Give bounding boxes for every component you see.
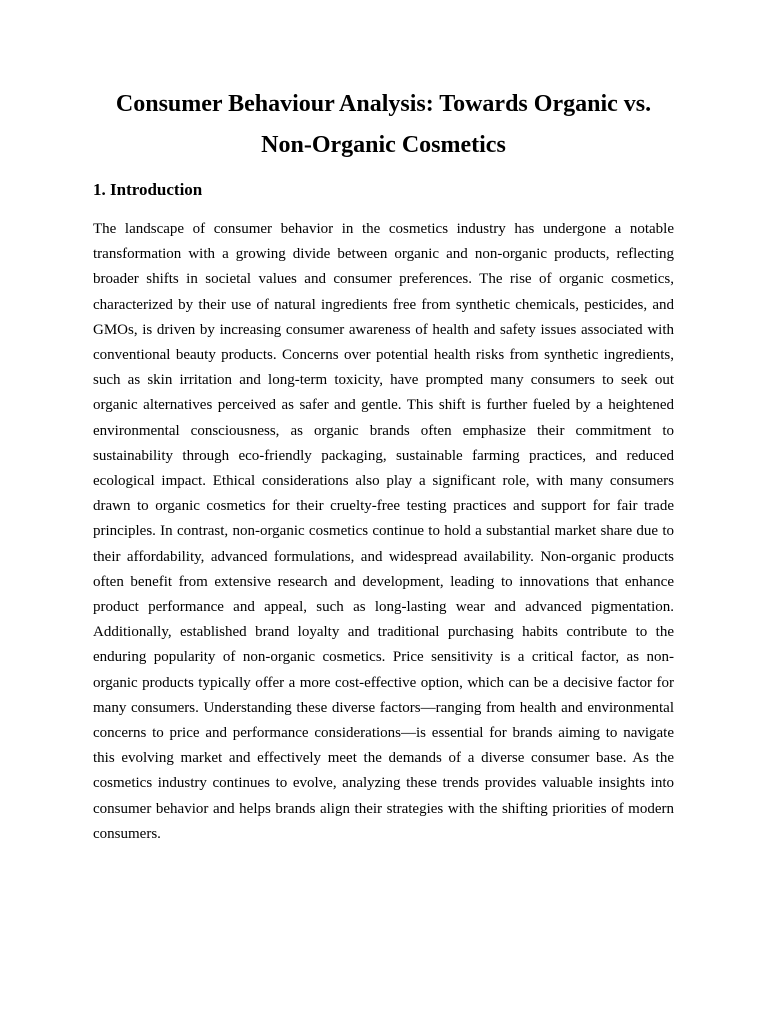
introduction-paragraph: The landscape of consumer behavior in the cosmetics industry has undergone a notable transformation with a growing divide between organic and non-organic products, reflecting broader shifts in societal values and consumer preferences. The rise of organic cosmetics, characterized by their use of natural ingredients free from synthetic chemicals, pesticides, and GMOs, is driven by increasing consumer awareness of health and safety issues associated with conventional beauty products. Concerns over potential health risks from synthetic ingredients, such as skin irritation and long-term toxicity, have prompted many consumers to seek out organic alternatives perceived as safer and gentle. This shift is further fueled by a heightened environmental consciousness, as organic brands often emphasize their commitment to sustainability through eco-friendly packaging, sustainable farming practices, and reduced ecological impact. Ethical considerations also play a significant role, with many consumers drawn to organic cosmetics for their cruelty-free testing practices and support for fair trade principles. In contrast, non-organic cosmetics continue to hold a substantial market share due to their affordability, advanced formulations, and widespread availability. Non-organic products often benefit from extensive research and development, leading to innovations that enhance product performance and appeal, such as long-lasting wear and advanced pigmentation. Additionally, established brand loyalty and traditional purchasing habits contribute to the enduring popularity of non-organic cosmetics. Price sensitivity is a critical factor, as non-organic products typically offer a more cost-effective option, which can be a decisive factor for many consumers. Understanding these diverse factors—ranging from health and environmental concerns to price and performance considerations—is essential for brands aiming to navigate this evolving market and effectively meet the demands of a diverse consumer base. As the cosmetics industry continues to evolve, analyzing these trends provides valuable insights into consumer behavior and helps brands align their strategies with the shifting priorities of modern consumers. bbox=[93, 221, 674, 842]
document-title-line-2: Non-Organic Cosmetics bbox=[261, 132, 506, 158]
document-title bbox=[93, 84, 674, 166]
section-heading-introduction: 1. Introduction bbox=[93, 180, 203, 199]
document-page bbox=[93, 84, 674, 847]
document-title-line-1: Consumer Behaviour Analysis: Towards Organic vs. bbox=[115, 91, 652, 117]
